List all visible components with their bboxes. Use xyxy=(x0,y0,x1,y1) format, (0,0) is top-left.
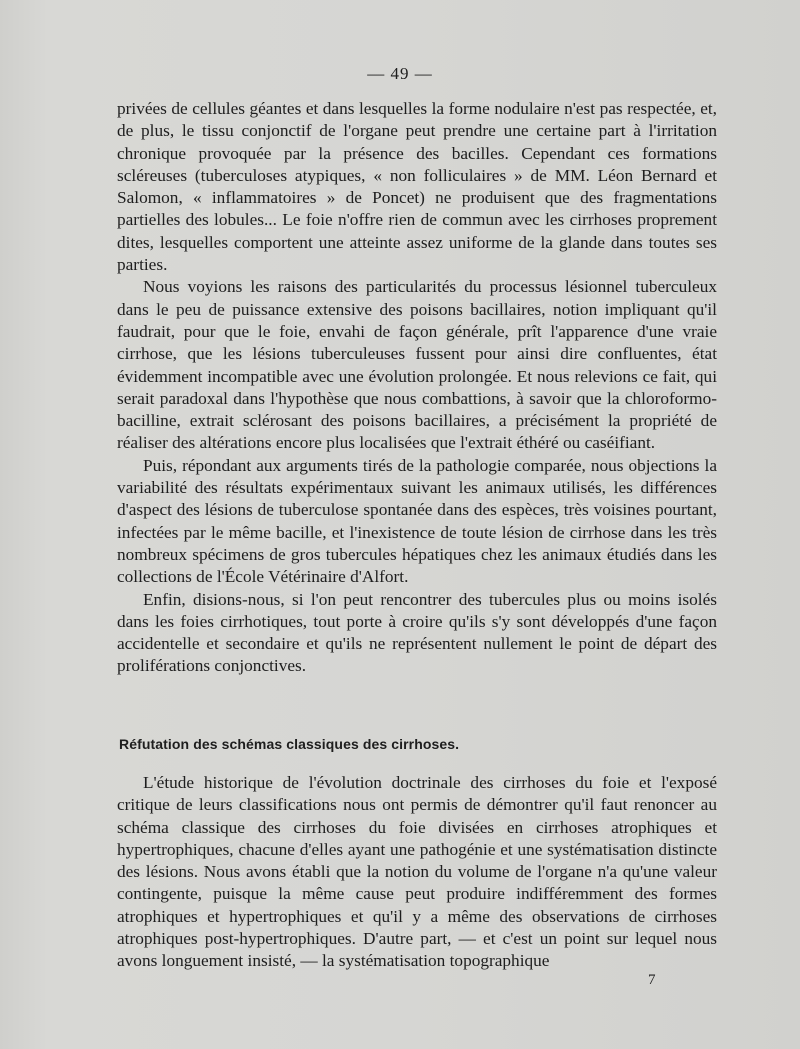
paragraph: privées de cellules géantes et dans lesquelles la forme nodulaire n'est pas respectée, et, de plus, le tissu conjonctif de l'organe peut prendre une certaine part à l'irritation chronique provoquée par la présence des bacilles. Cependant ces formations scléreuses (tuberculoses atypiques, « non folliculaires » de MM. Léon Bernard et Salomon, « inflammatoires » de Poncet) ne produisent que des fragmentations partielles des lobules... Le foie n'offre rien de commun avec les cirrhoses proprement dites, lesquelles comportent une atteinte assez uniforme de la glande dans toutes ses parties. xyxy=(117,99,717,275)
section-heading: Réfutation des schémas classiques des cirrhoses. xyxy=(119,736,460,752)
paragraph: L'étude historique de l'évolution doctrinale des cirrhoses du foie et l'exposé critique de leurs classifications nous ont permis de démontrer qu'il faut renoncer au schéma classique des cirrhoses du foie divisées en cirrhoses atrophiques et hypertrophiques, chacune d'elles ayant une pathogénie et une systématisation distincte des lésions. Nous avons établi que la notion du volume de l'organe n'a qu'une valeur contingente, puisque la même cause peut produire indifféremment des formes atrophiques et hypertrophiques et qu'il y a même des observations de cirrhoses atrophiques post-hypertrophiques. D'autre part, — et c'est un point sur lequel nous avons longuement insisté, — la systématisation topographique xyxy=(117,773,717,971)
page-number: — 49 — xyxy=(367,64,433,83)
section-two-text xyxy=(117,772,717,973)
signature-mark: 7 xyxy=(648,972,656,988)
paragraph: Puis, répondant aux arguments tirés de la pathologie comparée, nous objections la variabilité des résultats expérimentaux suivant les animaux utilisés, les différences d'aspect des lésions de tuberculose spontanée dans des espèces, très voisines pourtant, infectées par le même bacille, et l'inexistence de toute lésion de cirrhose dans les très nombreux spécimens de gros tubercules hépatiques chez les animaux étudiés dans les collections de l'École Vétérinaire d'Alfort. xyxy=(117,455,717,587)
paragraph: Enfin, disions-nous, si l'on peut rencontrer des tubercules plus ou moins isolés dans les foies cirrhotiques, tout porte à croire qu'ils s'y sont développés d'une façon accidentelle et secondaire et qu'ils ne représentent nullement le point de départ des proliférations conjonctives. xyxy=(117,589,717,676)
section-one-text xyxy=(117,98,717,678)
paragraph: Nous voyions les raisons des particularités du processus lésionnel tuberculeux dans le peu de puissance extensive des poisons bacillaires, notion impliquant qu'il faudrait, pour que le foie, envahi de façon générale, prît l'apparence d'une vraie cirrhose, que les lésions tuberculeuses fussent pour ainsi dire confluentes, état évidemment incompatible avec une évolution prolongée. Et nous relevions ce fait, qui serait paradoxal dans l'hypothèse que nous combattions, à savoir que la chloroformo-bacilline, extrait sclérosant des poisons bacillaires, a précisément la propriété de réaliser des altérations encore plus localisées que l'extrait éthéré ou caséifiant. xyxy=(117,277,717,453)
